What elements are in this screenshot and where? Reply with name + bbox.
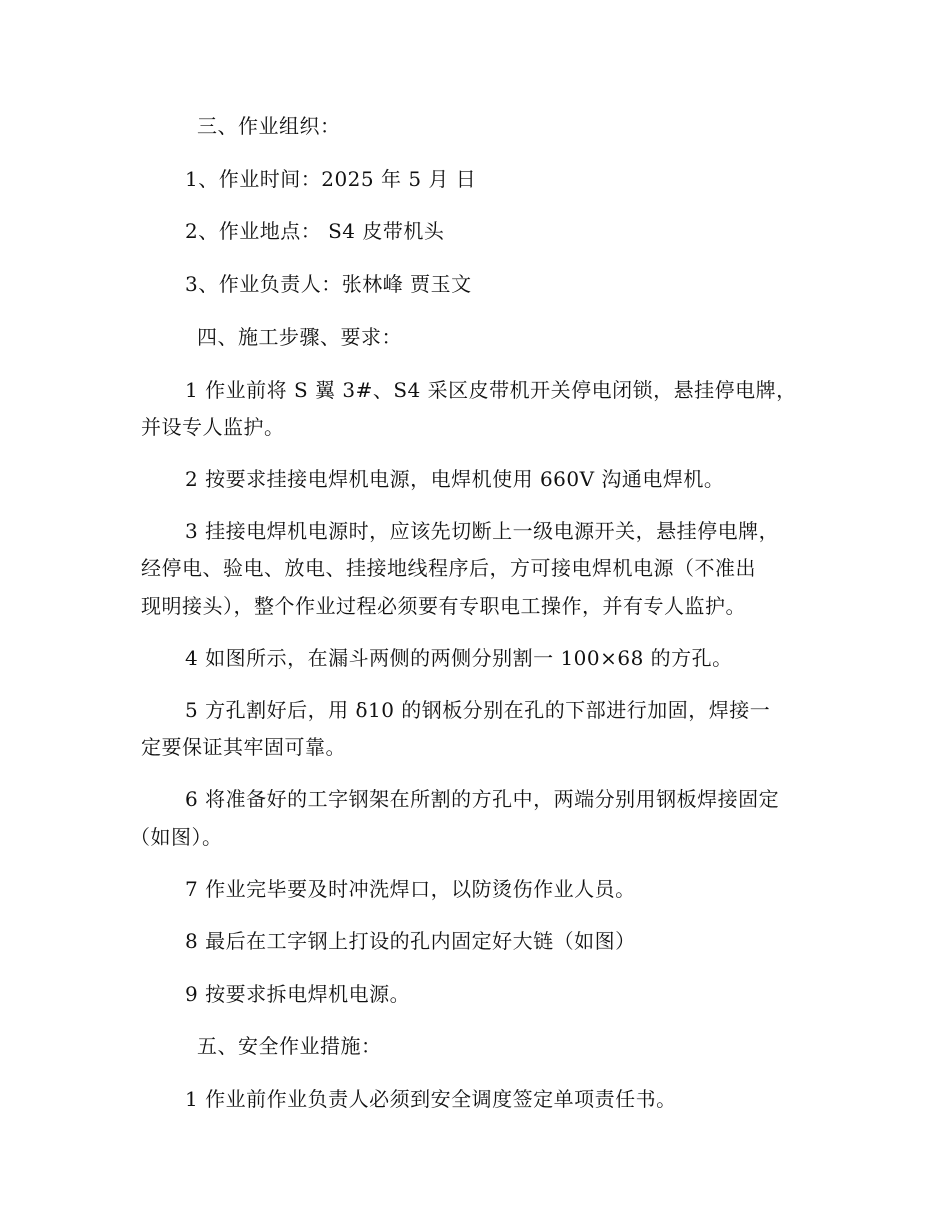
work-location-line: 2、作业地点： S4 皮带机头 [185, 219, 445, 243]
step-3-line-1: 3 挂接电焊机电源时，应该先切断上一级电源开关，悬挂停电牌， [185, 519, 780, 543]
step-2-line: 2 按要求挂接电焊机电源，电焊机使用 660V 沟通电焊机。 [185, 467, 725, 491]
work-time-line: 1、作业时间：2025 年 5 月 日 [185, 167, 477, 191]
step-1-line-2: 并设专人监护。 [141, 415, 285, 439]
safety-measure-1-line: 1 作业前作业负责人必须到安全调度签定单项责任书。 [185, 1087, 677, 1111]
section-heading-4: 四、施工步骤、要求： [197, 325, 402, 349]
step-4-line: 4 如图所示，在漏斗两侧的两侧分别割一 100×68 的方孔。 [185, 646, 733, 670]
step-6-line-1: 6 将准备好的工字钢架在所割的方孔中，两端分别用钢板焊接固定 [185, 787, 780, 811]
section-heading-3: 三、作业组织： [197, 114, 341, 138]
step-8-line: 8 最后在工字钢上打设的孔内固定好大链（如图） [185, 929, 636, 953]
work-leader-line: 3、作业负责人：张林峰 贾玉文 [185, 272, 472, 296]
section-heading-5: 五、安全作业措施： [197, 1034, 382, 1058]
step-7-line: 7 作业完毕要及时冲洗焊口，以防烫伤作业人员。 [185, 877, 636, 901]
step-6-line-2: （如图）。 [130, 825, 223, 849]
step-3-line-3: 现明接头），整个作业过程必须要有专职电工操作，并有专人监护。 [141, 594, 746, 618]
step-1-line-1: 1 作业前将 S 翼 3#、S4 采区皮带机开关停电闭锁，悬挂停电牌， [185, 378, 797, 402]
step-3-line-2: 经停电、验电、放电、挂接地线程序后，方可接电焊机电源（不准出 [141, 556, 756, 580]
step-5-line-2: 定要保证其牢固可靠。 [141, 735, 346, 759]
step-5-line-1: 5 方孔割好后，用 δ10 的钢板分别在孔的下部进行加固，焊接一 [185, 698, 771, 722]
step-9-line: 9 按要求拆电焊机电源。 [185, 982, 411, 1006]
